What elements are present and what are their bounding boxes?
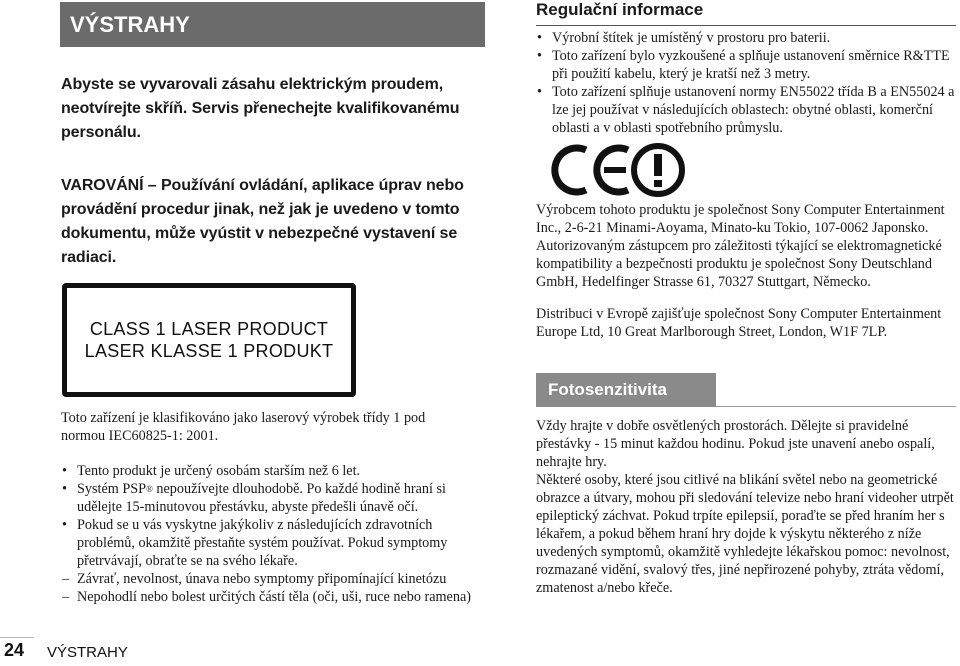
shock-warning: Abyste se vyvarovali zásahu elektrickým proudem, neotvírejte skříň. Servis přenechejte kvalifikovanému personálu. xyxy=(61,76,460,141)
list-item-psp: • Systém PSP® nepoužívejte dlouhodobě. Po každé hodině hraní si udělejte 15-minutovou přestávku, abyste předešli únavě očí. xyxy=(61,480,486,516)
laser-label-line-1: CLASS 1 LASER PRODUCT xyxy=(89,319,329,339)
footer-section-title: VÝSTRAHY xyxy=(47,644,128,661)
list-item-symptoms: • Pokud se u vás vyskytne jakýkoliv z následujících zdravotních problémů, okamžitě přestaňte systém používat. Pokud symptomy přetrvávají, obraťte se na svého lékaře. xyxy=(61,516,486,570)
laser-classification-note: Toto zařízení je klasifikováno jako laserový výrobek třídy 1 pod normou IEC60825-1: 2001. xyxy=(61,410,426,444)
footer-rule xyxy=(0,637,34,638)
page-number: 24 xyxy=(4,640,25,660)
registered-mark: ® xyxy=(146,484,153,494)
list-item: • Toto zařízení bylo vyzkoušené a splňuje ustanovení směrnice R&TTE při použití kabelu, který je kratší než 3 metry. xyxy=(536,47,956,83)
ce-alert-mark-icon xyxy=(546,140,686,200)
photosensitivity-rule xyxy=(716,406,956,407)
laser-class-label xyxy=(62,283,356,397)
regulatory-rule xyxy=(536,25,956,26)
distribution-info: Distribuci v Evropě zajišťuje společnost Sony Computer Entertainment Europe Ltd, 10 Great Marlborough Street, London, W1F 7LP. xyxy=(536,306,942,340)
usage-bullets xyxy=(61,462,486,606)
regulatory-list xyxy=(536,29,956,137)
list-item: • Toto zařízení splňuje ustanovení normy EN55022 třída B a EN55024 a lze jej používat v následujících oblastech: obytné oblasti, komerční oblasti a v oblasti spotřebního průmyslu. xyxy=(536,83,956,137)
section-header-warnings: VÝSTRAHY xyxy=(60,2,485,47)
list-item-age: • Tento produkt je určený osobám starším než 6 let. xyxy=(61,462,486,480)
manufacturer-info: Výrobcem tohoto produktu je společnost Sony Computer Entertainment Inc., 2-6-21 Minami-Aoyama, Minato-ku Tokio, 107-0062 Japonsko. Autorizovaným zástupcem pro záležitosti týkající se elektromagnetické kompatibility a bezpečnosti produktu je společnost Sony Deutschland GmbH, Hedelfinger Strasse 61, 70327 Stuttgart, Německo. xyxy=(536,202,945,290)
photosensitivity-paragraph-1: Vždy hrajte v dobře osvětlených prostorách. Dělejte si pravidelné přestávky - 15 minut každou hodinu. Pokud jste unavení anebo ospalí, nehrajte hry. xyxy=(536,418,935,470)
list-item-discomfort: – Nepohodlí nebo bolest určitých částí těla (oči, uši, ruce nebo ramena) xyxy=(61,588,486,606)
list-item-dizziness: – Závrať, nevolnost, únava nebo symptomy připomínající kinetózu xyxy=(61,570,486,588)
radiation-caution: VAROVÁNÍ – Používání ovládání, aplikace úprav nebo provádění procedur jinak, než jak je uvedeno v tomto dokumentu, může vyústit v nebezpečné vystavení se radiaci. xyxy=(61,177,464,266)
laser-label-line-2: LASER KLASSE 1 PRODUKT xyxy=(84,341,334,361)
regulatory-title: Regulační informace xyxy=(536,0,704,19)
list-item: • Výrobní štítek je umístěný v prostoru pro baterii. xyxy=(536,29,956,47)
photosensitivity-paragraph-2: Některé osoby, které jsou citlivé na blikání světel nebo na geometrické obrazce a útvary, mohou při sledování televize nebo hraní videoher utrpět epileptický záchvat. Pokud trpíte epilepsií, poraďte se před hraním her s lékařem, a pokud během hraní hry dojde k výskytu některého z níže uvedených symptomů, okamžitě vyhledejte lékařskou pomoc: nevolnost, rozmazané vidění, svalový třes, jiné nepřirozené pohyby, ztráta vědomí, zmatenost a/nebo křeče. xyxy=(536,472,954,596)
section-header-photosensitivity: Fotosenzitivita xyxy=(536,373,716,407)
